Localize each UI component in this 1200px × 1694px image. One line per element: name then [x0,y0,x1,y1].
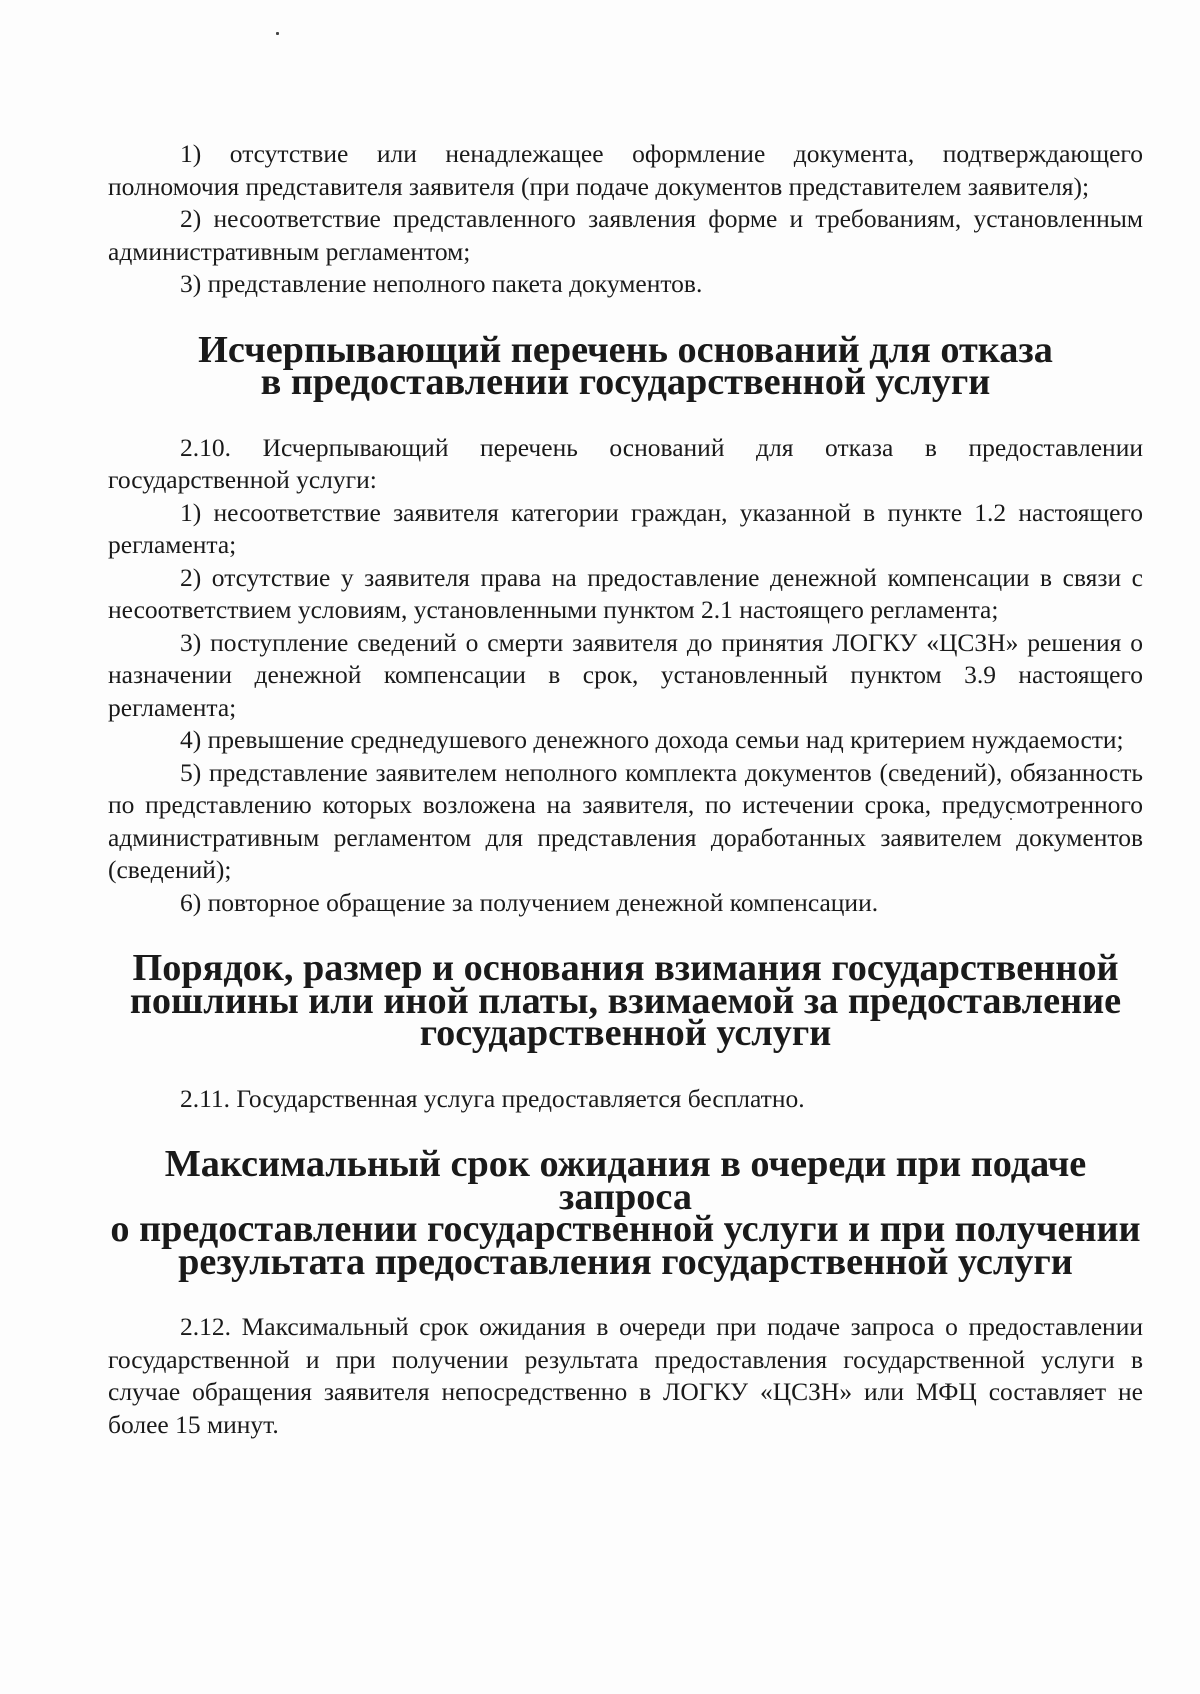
section-heading-queue [108,1143,1143,1283]
list-item: 1) несоответствие заявителя категории граждан, указанной в пункте 1.2 настоящего регламента; [108,497,1143,559]
heading-line: государственной услуги [419,1012,832,1054]
list-item: 5) представление заявителем неполного комплекта документов (сведений), обязанность по представлению которых возложена на заявителя, по истечении срока, предусмотренного административным регламентом для представления доработанных заявителем документов (сведений); [108,757,1143,884]
list-item: 4) превышение среднедушевого денежного дохода семьи над критерием нуждаемости; [180,725,1124,754]
heading-line: в предоставлении государственной услуги [260,361,991,403]
heading-line: Исчерпывающий перечень оснований для отказа [198,328,1053,371]
section-heading-fee [108,947,1143,1054]
heading-line: Максимальный срок ожидания в очереди при подаче запроса [164,1143,1087,1218]
list-item: 3) поступление сведений о смерти заявителя до принятия ЛОГКУ «ЦСЗН» решения о назначении денежной компенсации в срок, установленный пунктом 3.9 настоящего регламента; [108,627,1143,722]
list-item: 3) представление неполного пакета документов. [180,269,703,298]
clause-2-11: 2.11. Государственная услуга предоставляется бесплатно. [180,1083,805,1113]
heading-line: о предоставлении государственной услуги и при получении [110,1208,1141,1250]
clause-2-10: 2.10. Исчерпывающий перечень оснований для отказа в предоставлении государственной услуги: [108,432,1143,494]
heading-line: Порядок, размер и основания взимания государственной [132,947,1119,989]
list-item: 1) отсутствие или ненадлежащее оформление документа, подтверждающего полномочия представителя заявителя (при подаче документов представителем заявителя); [108,139,1143,201]
scan-speck [276,32,279,35]
heading-line: пошлины или иной платы, взимаемой за предоставление [129,979,1122,1022]
heading-line: результата предоставления государственной услуги [178,1240,1073,1283]
document-body [108,138,1143,1441]
section-heading-refusal [108,328,1143,403]
list-item: 2) отсутствие у заявителя права на предоставление денежной компенсации в связи с несоответствием условиям, установленными пунктом 2.1 настоящего регламента; [108,562,1143,624]
clause-2-12: 2.12. Максимальный срок ожидания в очереди при подаче запроса о предоставлении государственной и при получении результата предоставления государственной услуги в случае обращения заявителя непосредственно в ЛОГКУ «ЦСЗН» или МФЦ составляет не более 15 минут. [108,1312,1143,1439]
list-item: 2) несоответствие представленного заявления форме и требованиям, установленным административным регламентом; [108,204,1143,266]
list-item: 6) повторное обращение за получением денежной компенсации. [180,887,879,917]
